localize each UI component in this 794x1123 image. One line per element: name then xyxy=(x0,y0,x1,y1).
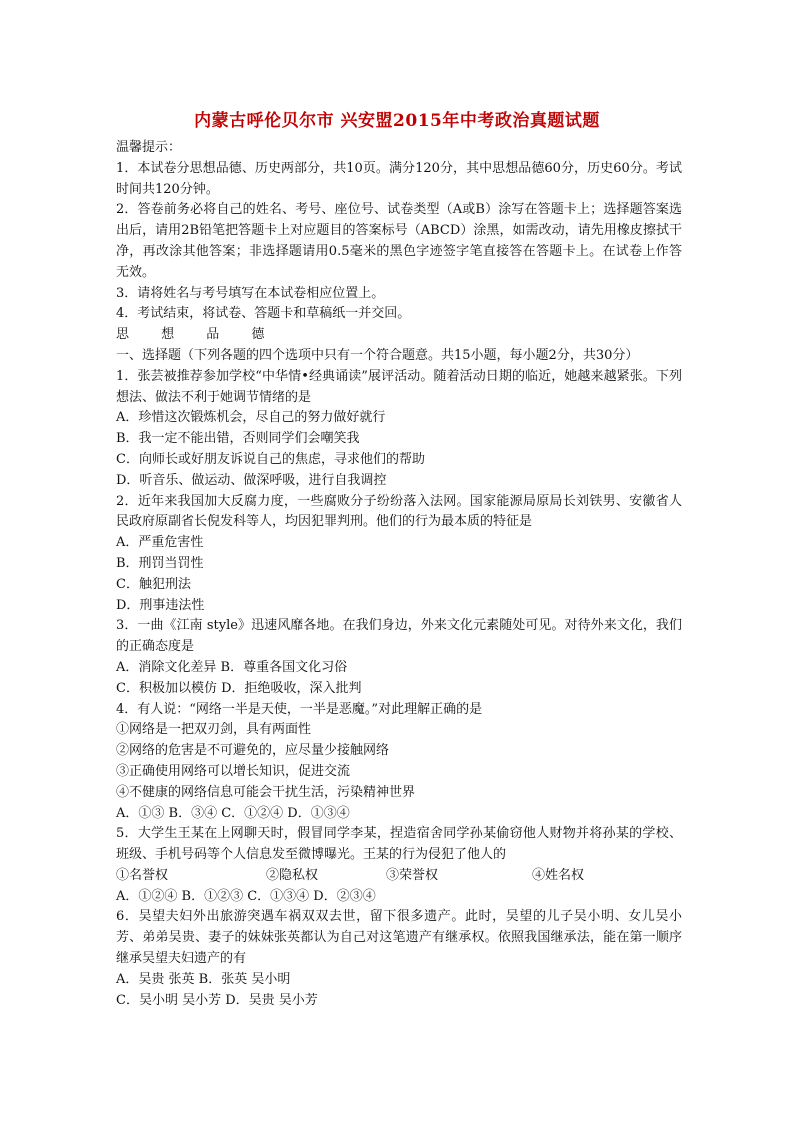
notice-1: 1．本试卷分思想品德、历史两部分，共10页。满分120分，其中思想品德60分，历史60分。考试时间共120分钟。 xyxy=(116,160,682,197)
question-2-option-d: D．刑事违法性 xyxy=(116,597,205,613)
question-1-option-c: C．向师长或好朋友诉说自己的焦虑，寻求他们的帮助 xyxy=(116,451,425,467)
question-5-item-3: ③荣誉权 xyxy=(386,867,439,883)
question-1-option-a: A．珍惜这次锻炼机会，尽自己的努力做好就行 xyxy=(116,410,386,426)
question-4-item-4: ④不健康的网络信息可能会干扰生活，污染精神世界 xyxy=(116,784,416,800)
question-6-options-ab: A．吴贵 张英 B．张英 吴小明 xyxy=(116,971,291,987)
question-2-option-a: A．严重危害性 xyxy=(116,535,204,551)
question-3-options-ab: A．消除文化差异 B．尊重各国文化习俗 xyxy=(116,659,348,675)
notice-heading: 温馨提示： xyxy=(116,140,182,155)
question-4-item-3: ③正确使用网络可以增长知识，促进交流 xyxy=(116,763,351,779)
question-3-stem: 3．一曲《江南 style》迅速风靡各地。在我们身边，外来文化元素随处可见。对待外来文化，我们的正确态度是 xyxy=(116,618,682,655)
question-4-item-1: ①网络是一把双刃剑，具有两面性 xyxy=(116,722,312,738)
question-3-options-cd: C．积极加以模仿 D．拒绝吸收，深入批判 xyxy=(116,680,362,696)
question-6-options-cd: C．吴小明 吴小芳 D．吴贵 吴小芳 xyxy=(116,992,318,1008)
question-4-stem: 4．有人说：“网络一半是天使，一半是恶魔。”对此理解正确的是 xyxy=(116,701,483,717)
question-1-option-d: D．听音乐、做运动、做深呼吸，进行自我调控 xyxy=(116,472,387,488)
notice-3: 3．请将姓名与考号填写在本试卷相应位置上。 xyxy=(116,285,385,301)
question-2-stem: 2．近年来我国加大反腐力度，一些腐败分子纷纷落入法网。国家能源局原局长刘铁男、安徽省人民政府原副省长倪发科等人，均因犯罪判刑。他们的行为最本质的特征是 xyxy=(116,493,682,530)
document-body xyxy=(116,138,682,1011)
question-2-option-b: B．刑罚当罚性 xyxy=(116,555,204,571)
question-1-stem: 1．张芸被推荐参加学校“中华情•经典诵读”展评活动。随着活动日期的临近，她越来越紧张。下列想法、做法不利于她调节情绪的是 xyxy=(116,368,682,405)
question-5-item-2: ②隐私权 xyxy=(266,867,319,883)
notice-2: 2．答卷前务必将自己的姓名、考号、座位号、试卷类型（A或B）涂写在答题卡上；选择题答案选出后，请用2B铅笔把答题卡上对应题目的答案标号（ABCD）涂黑，如需改动，请先用橡皮擦拭干净，再改涂其他答案；非选择题请用0.5毫米的黑色字迹签字笔直接答在答题卡上。在试卷上作答无效。 xyxy=(116,202,682,280)
question-4-item-2: ②网络的危害是不可避免的，应尽量少接触网络 xyxy=(116,743,390,759)
question-4-options: A．①③ B．③④ C．①②④ D．①③④ xyxy=(116,805,350,821)
question-1-option-b: B．我一定不能出错，否则同学们会嘲笑我 xyxy=(116,431,360,447)
question-2-option-c: C．触犯刑法 xyxy=(116,576,191,592)
question-5-stem: 5．大学生王某在上网聊天时，假冒同学李某，捏造宿舍同学孙某偷窃他人财物并将孙某的学校、班级、手机号码等个人信息发至微博曝光。王某的行为侵犯了他人的 xyxy=(116,826,682,863)
question-5-options: A．①②④ B．①②③ C．①③④ D．②③④ xyxy=(116,888,376,904)
question-6-stem: 6．吴望夫妇外出旅游突遇车祸双双去世，留下很多遗产。此时，吴望的儿子吴小明、女儿吴小芳、弟弟吴贵、妻子的妹妹张英都认为自己对这笔遗产有继承权。依照我国继承法，能在第一顺序继承吴望夫妇遗产的有 xyxy=(116,909,682,967)
section-title: 思 想 品 德 xyxy=(116,327,279,343)
question-5-item-1: ①名誉权 xyxy=(116,867,169,883)
notice-4: 4．考试结束，将试卷、答题卡和草稿纸一并交回。 xyxy=(116,306,411,322)
question-5-item-4: ④姓名权 xyxy=(532,867,585,883)
document-title: 内蒙古呼伦贝尔市 兴安盟2015年中考政治真题试题 xyxy=(194,111,600,131)
question-5-items xyxy=(116,866,682,887)
part-heading: 一、选择题（下列各题的四个选项中只有一个符合题意。共15小题，每小题2分，共30分） xyxy=(116,347,639,363)
